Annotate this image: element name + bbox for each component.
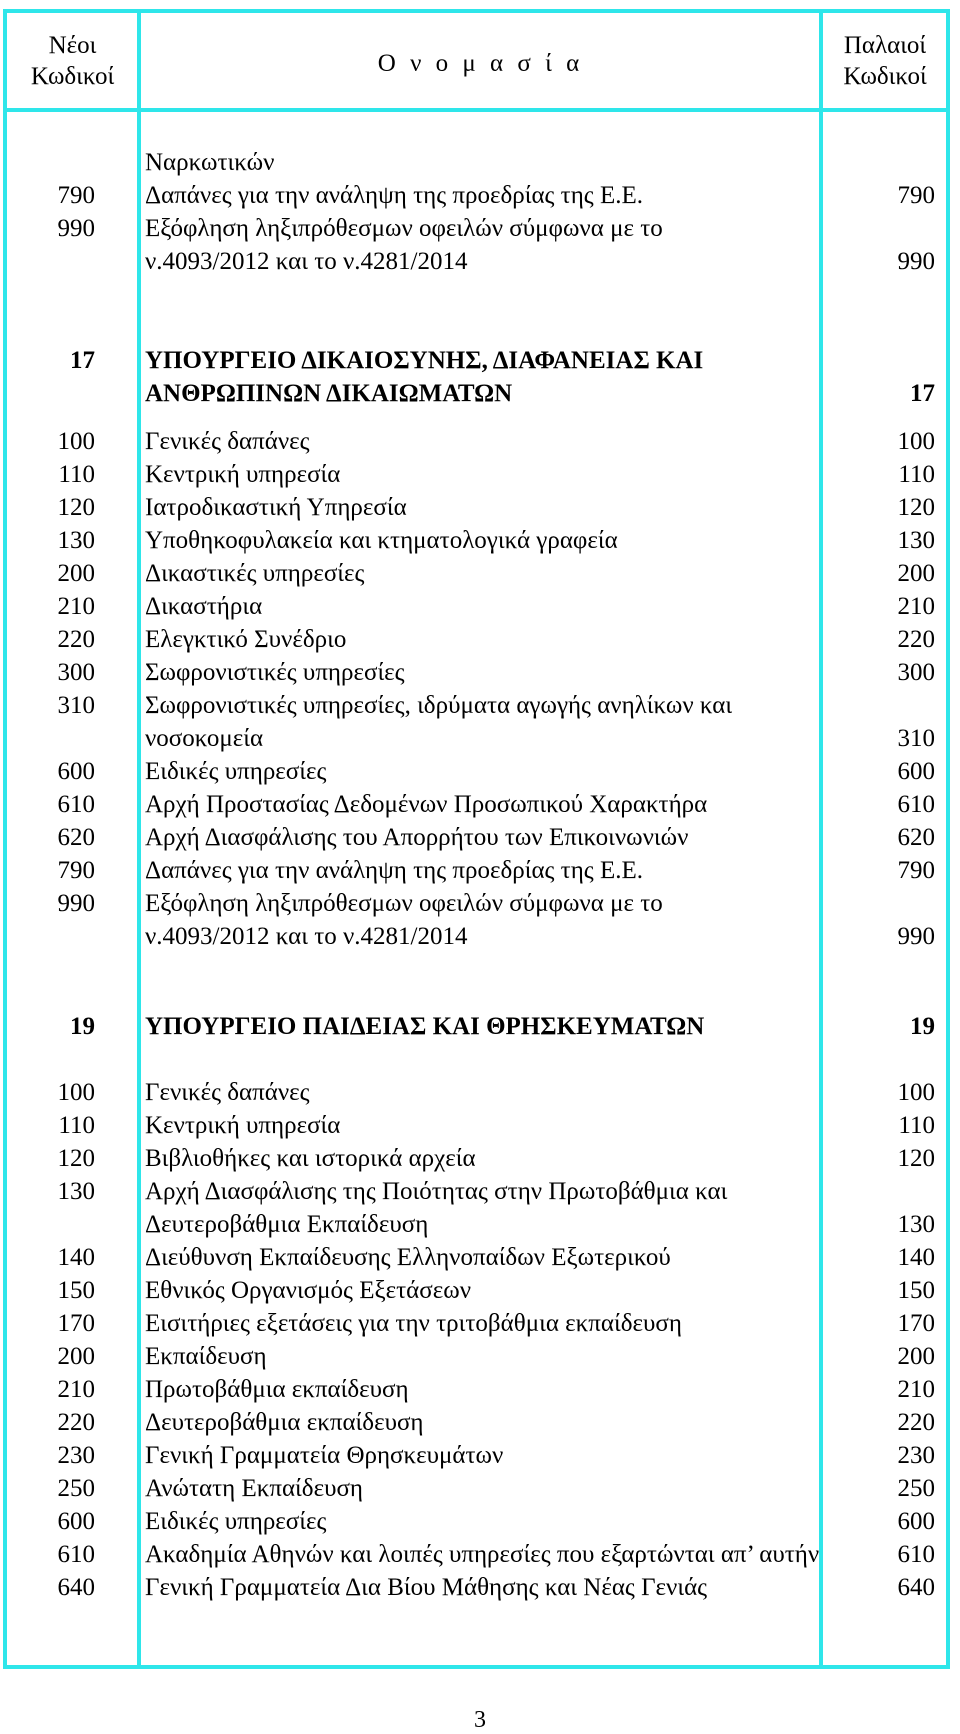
old-code: 200 <box>897 560 935 587</box>
item-name: Κεντρική υπηρεσία <box>145 461 341 488</box>
old-code: 790 <box>897 182 935 209</box>
header-title: Ο ν ο μ α σ ί α <box>377 50 584 77</box>
header-old-codes-line2: Κωδικοί <box>843 63 927 90</box>
new-code: 200 <box>57 560 95 587</box>
item-name: Σωφρονιστικές υπηρεσίες <box>145 659 405 686</box>
old-code: 100 <box>897 428 935 455</box>
new-code: 600 <box>57 1508 95 1535</box>
old-code: 790 <box>897 857 935 884</box>
new-code: 310 <box>57 692 95 719</box>
old-code: 110 <box>898 1112 935 1139</box>
ministry-heading-row <box>0 344 960 410</box>
item-name: Ιατροδικαστική Υπηρεσία <box>145 494 407 521</box>
table-row <box>0 179 960 212</box>
item-name: Κεντρική υπηρεσία <box>145 1112 341 1139</box>
new-code: 130 <box>57 527 95 554</box>
table-row <box>0 1472 960 1505</box>
table-row <box>0 1340 960 1373</box>
new-code: 100 <box>57 1079 95 1106</box>
header-new-codes-line1: Νέοι <box>48 32 97 59</box>
new-code: 230 <box>57 1442 95 1469</box>
table-row <box>0 656 960 689</box>
old-code: 19 <box>910 1013 935 1040</box>
item-name: Ναρκωτικών <box>145 149 275 176</box>
table-row <box>0 623 960 656</box>
item-name: Ακαδημία Αθηνών και λοιπές υπηρεσίες που εξαρτώνται απ’ αυτήν <box>145 1541 820 1568</box>
table-row <box>0 1142 960 1175</box>
item-name: Πρωτοβάθμια εκπαίδευση <box>145 1376 409 1403</box>
item-name: Δαπάνες για την ανάληψη της προεδρίας της Ε.Ε. <box>145 857 643 884</box>
item-name: Εξόφληση ληξιπρόθεσμων οφειλών σύμφωνα με το ν.4093/2012 και το ν.4281/2014 <box>145 215 663 275</box>
table-row <box>0 1571 960 1604</box>
new-code: 200 <box>57 1343 95 1370</box>
new-code: 600 <box>57 758 95 785</box>
new-code: 110 <box>58 461 95 488</box>
new-code: 250 <box>57 1475 95 1502</box>
code-table-body <box>0 146 960 1604</box>
new-code: 790 <box>57 182 95 209</box>
table-row <box>0 821 960 854</box>
item-name: Διεύθυνση Εκπαίδευσης Ελληνοπαίδων Εξωτερικού <box>145 1244 671 1271</box>
new-code: 620 <box>57 824 95 851</box>
new-code: 220 <box>57 626 95 653</box>
table-row <box>0 887 960 953</box>
table-row <box>0 1538 960 1571</box>
table-row <box>0 425 960 458</box>
item-name: Βιβλιοθήκες και ιστορικά αρχεία <box>145 1145 476 1172</box>
item-name: Γενική Γραμματεία Δια Βίου Μάθησης και Νέας Γενιάς <box>145 1574 708 1601</box>
table-row <box>0 788 960 821</box>
item-name: Δικαστικές υπηρεσίες <box>145 560 365 587</box>
new-code: 610 <box>57 1541 95 1568</box>
item-name: Δαπάνες για την ανάληψη της προεδρίας της Ε.Ε. <box>145 182 643 209</box>
old-code: 200 <box>897 1343 935 1370</box>
header-old-codes-line1: Παλαιοί <box>843 32 927 59</box>
new-code: 990 <box>57 890 95 917</box>
old-code: 150 <box>897 1277 935 1304</box>
header-divider <box>3 108 950 112</box>
page-number: 3 <box>474 1707 486 1733</box>
new-code: 120 <box>57 1145 95 1172</box>
table-row <box>0 1505 960 1538</box>
item-name: Εξόφληση ληξιπρόθεσμων οφειλών σύμφωνα με το ν.4093/2012 και το ν.4281/2014 <box>145 890 663 950</box>
old-code: 990 <box>897 248 935 275</box>
old-code: 120 <box>897 1145 935 1172</box>
old-code: 310 <box>897 725 935 752</box>
item-name: Αρχή Διασφάλισης της Ποιότητας στην Πρωτοβάθμια και Δευτεροβάθμια Εκπαίδευση <box>145 1178 728 1238</box>
new-code: 170 <box>57 1310 95 1337</box>
old-code: 130 <box>897 1211 935 1238</box>
old-code: 230 <box>897 1442 935 1469</box>
table-row <box>0 1373 960 1406</box>
item-name: Σωφρονιστικές υπηρεσίες, ιδρύματα αγωγής ανηλίκων και νοσοκομεία <box>145 692 733 752</box>
ministry-name: ΥΠΟΥΡΓΕΙΟ ΔΙΚΑΙΟΣΥΝΗΣ, ΔΙΑΦΑΝΕΙΑΣ ΚΑΙ ΑΝΘΡΩΠΙΝΩΝ ΔΙΚΑΙΩΜΑΤΩΝ <box>145 347 704 407</box>
table-row <box>0 590 960 623</box>
old-code: 110 <box>898 461 935 488</box>
old-code: 990 <box>897 923 935 950</box>
new-code: 19 <box>70 1013 95 1040</box>
new-code: 990 <box>57 215 95 242</box>
table-row <box>0 854 960 887</box>
table-row <box>0 557 960 590</box>
old-code: 220 <box>897 626 935 653</box>
new-code: 110 <box>58 1112 95 1139</box>
new-code: 130 <box>57 1178 95 1205</box>
new-code: 220 <box>57 1409 95 1436</box>
new-code: 300 <box>57 659 95 686</box>
header-new-codes <box>10 30 135 92</box>
ministry-heading-row <box>0 1010 960 1043</box>
old-code: 220 <box>897 1409 935 1436</box>
table-row <box>0 1175 960 1241</box>
item-name: Γενικές δαπάνες <box>145 428 310 455</box>
new-code: 790 <box>57 857 95 884</box>
item-name: Γενική Γραμματεία Θρησκευμάτων <box>145 1442 504 1469</box>
new-code: 17 <box>70 347 95 374</box>
table-row <box>0 1241 960 1274</box>
old-code: 140 <box>897 1244 935 1271</box>
old-code: 210 <box>897 1376 935 1403</box>
new-code: 120 <box>57 494 95 521</box>
new-code: 210 <box>57 1376 95 1403</box>
old-code: 300 <box>897 659 935 686</box>
old-code: 600 <box>897 1508 935 1535</box>
header-old-codes <box>826 30 944 92</box>
old-code: 250 <box>897 1475 935 1502</box>
old-code: 620 <box>897 824 935 851</box>
item-name: Ανώτατη Εκπαίδευση <box>145 1475 363 1502</box>
table-row <box>0 1109 960 1142</box>
new-code: 210 <box>57 593 95 620</box>
item-name: Υποθηκοφυλακεία και κτηματολογικά γραφεία <box>145 527 618 554</box>
item-name: Δευτεροβάθμια εκπαίδευση <box>145 1409 424 1436</box>
table-row <box>0 212 960 278</box>
item-name: Εισιτήριες εξετάσεις για την τριτοβάθμια εκπαίδευση <box>145 1310 682 1337</box>
header-new-codes-line2: Κωδικοί <box>30 63 115 90</box>
old-code: 120 <box>897 494 935 521</box>
item-name: Εθνικός Οργανισμός Εξετάσεων <box>145 1277 472 1304</box>
table-row <box>0 1274 960 1307</box>
new-code: 100 <box>57 428 95 455</box>
old-code: 600 <box>897 758 935 785</box>
item-name: Δικαστήρια <box>145 593 263 620</box>
old-code: 610 <box>897 1541 935 1568</box>
item-name: Ειδικές υπηρεσίες <box>145 758 327 785</box>
table-row <box>0 524 960 557</box>
item-name: Εκπαίδευση <box>145 1343 267 1370</box>
new-code: 610 <box>57 791 95 818</box>
item-name: Ειδικές υπηρεσίες <box>145 1508 327 1535</box>
new-code: 140 <box>57 1244 95 1271</box>
old-code: 610 <box>897 791 935 818</box>
item-name: Αρχή Διασφάλισης του Απορρήτου των Επικοινωνιών <box>145 824 689 851</box>
table-row <box>0 1439 960 1472</box>
old-code: 640 <box>897 1574 935 1601</box>
table-row <box>0 146 960 179</box>
ministry-name: ΥΠΟΥΡΓΕΙΟ ΠΑΙΔΕΙΑΣ ΚΑΙ ΘΡΗΣΚΕΥΜΑΤΩΝ <box>145 1013 705 1040</box>
new-code: 150 <box>57 1277 95 1304</box>
item-name: Αρχή Προστασίας Δεδομένων Προσωπικού Χαρακτήρα <box>145 791 708 818</box>
table-row <box>0 1406 960 1439</box>
table-row <box>0 755 960 788</box>
old-code: 17 <box>910 380 935 407</box>
table-row <box>0 491 960 524</box>
table-row <box>0 458 960 491</box>
table-row <box>0 689 960 755</box>
table-row <box>0 1307 960 1340</box>
old-code: 100 <box>897 1079 935 1106</box>
table-row <box>0 1076 960 1109</box>
old-code: 170 <box>897 1310 935 1337</box>
old-code: 210 <box>897 593 935 620</box>
new-code: 640 <box>57 1574 95 1601</box>
item-name: Ελεγκτικό Συνέδριο <box>145 626 347 653</box>
item-name: Γενικές δαπάνες <box>145 1079 310 1106</box>
old-code: 130 <box>897 527 935 554</box>
